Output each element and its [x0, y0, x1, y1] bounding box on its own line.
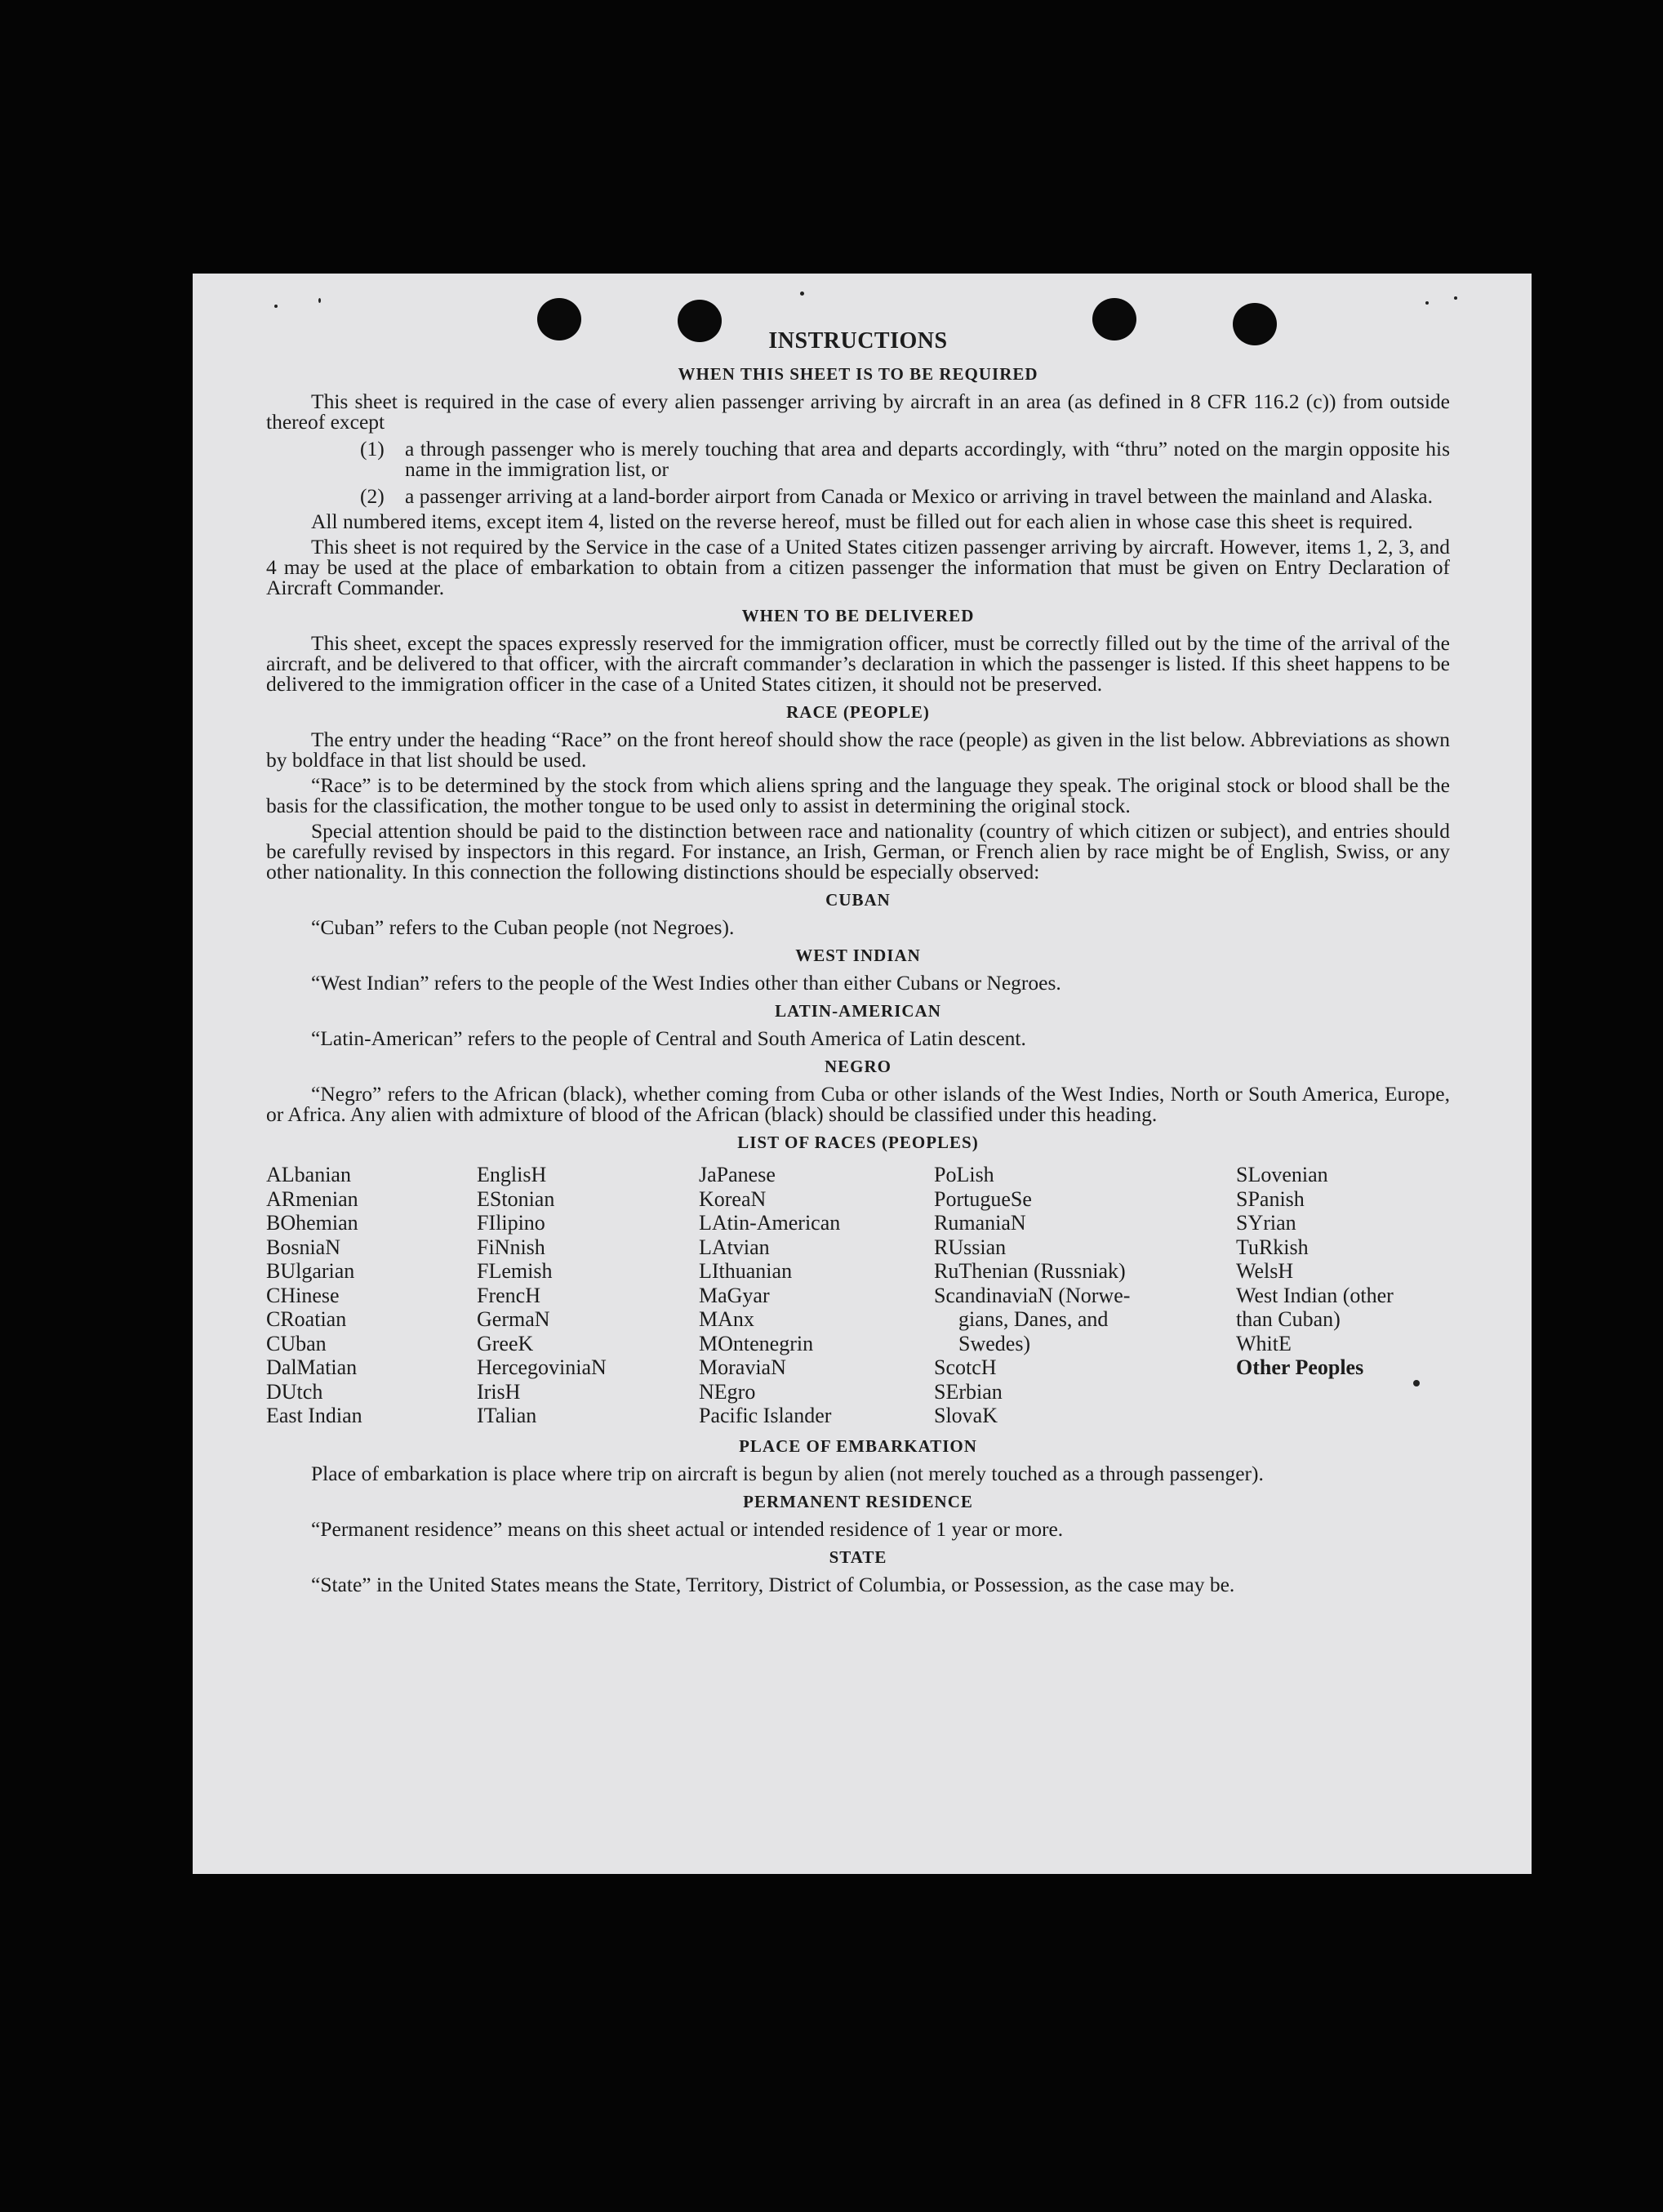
speck	[318, 298, 321, 303]
race-entry: MAnx	[699, 1307, 754, 1331]
race-entry: CUban	[266, 1331, 327, 1355]
race-entry: RUssian	[934, 1235, 1007, 1259]
race-entry: CRoatian	[266, 1307, 347, 1331]
race-entry: WelsH	[1236, 1259, 1294, 1283]
race-entry: Swedes)	[958, 1331, 1031, 1355]
race-entry: GreeK	[477, 1331, 534, 1355]
race-entry: IrisH	[477, 1379, 521, 1404]
heading-latin-american: LATIN-AMERICAN	[775, 1001, 941, 1021]
race-entry: SYrian	[1236, 1211, 1296, 1235]
race-entry: BOhemian	[266, 1211, 358, 1235]
race-entry: ITalian	[477, 1404, 537, 1427]
heading-negro: NEGRO	[824, 1057, 892, 1076]
race-entry: WhitE	[1236, 1331, 1292, 1355]
race-entry: JaPanese	[699, 1163, 776, 1186]
races-column	[934, 1163, 1236, 1428]
speck	[1454, 296, 1457, 300]
race-entry: FLemish	[477, 1259, 553, 1283]
race-entry: LAtvian	[699, 1235, 770, 1259]
race-entry: East Indian	[266, 1404, 362, 1427]
race-paragraph: The entry under the heading “Race” on the front hereof should show the race (people) as given in the list below. Abbreviations as shown by boldface in that list should be used.	[266, 728, 1450, 772]
races-column	[699, 1163, 934, 1428]
race-entry: SErbian	[934, 1379, 1003, 1404]
race-entry: BosniaN	[266, 1235, 340, 1259]
citizen-paragraph: This sheet is not required by the Service in the case of a United States citizen passenger arriving by aircraft. However, items 1, 2, 3, and 4 may be used at the place of embarkation to obtain from a citizen passenger the information that must be given on Entry Declaration of Aircraft Commander.	[266, 535, 1450, 599]
race-entry: GermaN	[477, 1307, 550, 1331]
races-column	[477, 1163, 699, 1428]
races-column	[1236, 1163, 1450, 1428]
races-list	[266, 1163, 1450, 1428]
race-entry: SlovaK	[934, 1404, 998, 1427]
numbered-items-paragraph: All numbered items, except item 4, listed on the reverse hereof, must be filled out for each alien in whose case this sheet is required.	[311, 510, 1413, 533]
heading-race: RACE (PEOPLE)	[786, 702, 930, 722]
heading-embarkation: PLACE OF EMBARKATION	[739, 1435, 977, 1456]
heading-when-delivered: WHEN TO BE DELIVERED	[741, 606, 975, 625]
race-entry: EnglisH	[477, 1163, 547, 1186]
instructions-content	[266, 328, 1450, 1600]
embarkation-text: Place of embarkation is place where trip on aircraft is begun by alien (not merely touched as a through passenger).	[311, 1461, 1264, 1485]
race-entry: FIlipino	[477, 1211, 545, 1235]
speck	[1425, 301, 1429, 305]
race-entry: PortugueSe	[934, 1186, 1032, 1211]
heading-when-required: WHEN THIS SHEET IS TO BE REQUIRED	[678, 364, 1038, 384]
race-entry: KoreaN	[699, 1186, 767, 1211]
race-entry: PoLish	[934, 1163, 994, 1186]
race-paragraph: Special attention should be paid to the distinction between race and nationality (country of which citizen or subject), and entries should be carefully revised by inspectors in this regard. For instance, an Irish, German, or French alien by race might be of English, Swiss, or any other nationality. In this connection the following distinctions should be especially observed:	[266, 819, 1450, 883]
heading-cuban: CUBAN	[825, 890, 891, 910]
exception-number: (2)	[360, 484, 385, 508]
race-entry: LIthuanian	[699, 1259, 793, 1283]
exception-text: a passenger arriving at a land-border airport from Canada or Mexico or arriving in travel between the mainland and Alaska.	[405, 484, 1433, 508]
exception-item	[266, 438, 1450, 479]
race-entry: RumaniaN	[934, 1211, 1026, 1235]
race-entry: than Cuban)	[1236, 1307, 1341, 1331]
race-entry: MoraviaN	[699, 1355, 786, 1379]
race-entry: DUtch	[266, 1379, 323, 1404]
heading-west-indian: WEST INDIAN	[795, 946, 921, 965]
cuban-text: “Cuban” refers to the Cuban people (not Negroes).	[311, 915, 735, 939]
heading-list-of-races: LIST OF RACES (PEOPLES)	[737, 1133, 979, 1152]
race-entry: gians, Danes, and	[958, 1307, 1109, 1331]
race-entry: SLovenian	[1236, 1163, 1328, 1186]
race-entry: FrencH	[477, 1283, 540, 1307]
race-entry: RuThenian (Russniak)	[934, 1259, 1126, 1283]
races-column	[266, 1163, 477, 1428]
race-entry: ALbanian	[266, 1163, 351, 1186]
speck	[274, 305, 278, 308]
race-entry: LAtin-American	[699, 1211, 841, 1235]
race-entry: NEgro	[699, 1379, 756, 1404]
exception-item	[266, 486, 1450, 506]
race-entry: MaGyar	[699, 1283, 770, 1307]
race-entry: ScotcH	[934, 1355, 997, 1379]
west-indian-text: “West Indian” refers to the people of the West Indies other than either Cubans or Negroes.	[311, 971, 1061, 995]
state-text: “State” in the United States means the State, Territory, District of Columbia, or Possession, as the case may be.	[311, 1572, 1235, 1596]
speck	[800, 292, 804, 296]
race-entry: ARmenian	[266, 1186, 358, 1211]
race-entry: FiNnish	[477, 1235, 545, 1259]
heading-permanent-residence: PERMANENT RESIDENCE	[743, 1491, 973, 1511]
race-entry: SPanish	[1236, 1186, 1305, 1211]
race-entry: Other Peoples	[1236, 1355, 1364, 1379]
heading-state: STATE	[829, 1547, 887, 1567]
document-page	[193, 274, 1532, 1874]
race-entry: EStonian	[477, 1186, 555, 1211]
permanent-residence-text: “Permanent residence” means on this sheet actual or intended residence of 1 year or more.	[311, 1516, 1064, 1541]
race-entry: Pacific Islander	[699, 1404, 832, 1427]
race-entry: ScandinaviaN (Norwe-	[934, 1283, 1131, 1307]
race-entry: HercegoviniaN	[477, 1355, 607, 1379]
race-entry: CHinese	[266, 1283, 340, 1307]
exception-text: a through passenger who is merely touching that area and departs accordingly, with “thru” noted on the margin opposite his name in the immigration list, or	[405, 437, 1450, 481]
latin-american-text: “Latin-American” refers to the people of Central and South America of Latin descent.	[311, 1026, 1026, 1050]
race-entry: TuRkish	[1236, 1235, 1309, 1259]
when-required-intro: This sheet is required in the case of every alien passenger arriving by aircraft in an area (as defined in 8 CFR 116.2 (c)) from outside thereof except	[266, 389, 1450, 434]
negro-text: “Negro” refers to the African (black), whether coming from Cuba or other islands of the West Indies, North or South America, Europe, or Africa. Any alien with admixture of blood of the African (black) should be classified under this heading.	[266, 1082, 1450, 1126]
race-entry: West Indian (other	[1236, 1283, 1394, 1307]
page-title: INSTRUCTIONS	[768, 328, 948, 354]
when-delivered-text: This sheet, except the spaces expressly reserved for the immigration officer, must be correctly filled out by the time of the arrival of the aircraft, and be delivered to that officer, with the aircraft commander’s declaration in which the passenger is listed. If this sheet happens to be delivered to the immigration officer in the case of a United States citizen, it should not be preserved.	[266, 631, 1450, 696]
race-entry: DalMatian	[266, 1355, 358, 1379]
race-paragraph: “Race” is to be determined by the stock from which aliens spring and the language they speak. The original stock or blood shall be the basis for the classification, the mother tongue to be used only to assist in determining the original stock.	[266, 773, 1450, 817]
exception-number: (1)	[360, 437, 385, 461]
race-entry: MOntenegrin	[699, 1331, 814, 1355]
race-entry: BUlgarian	[266, 1259, 355, 1283]
